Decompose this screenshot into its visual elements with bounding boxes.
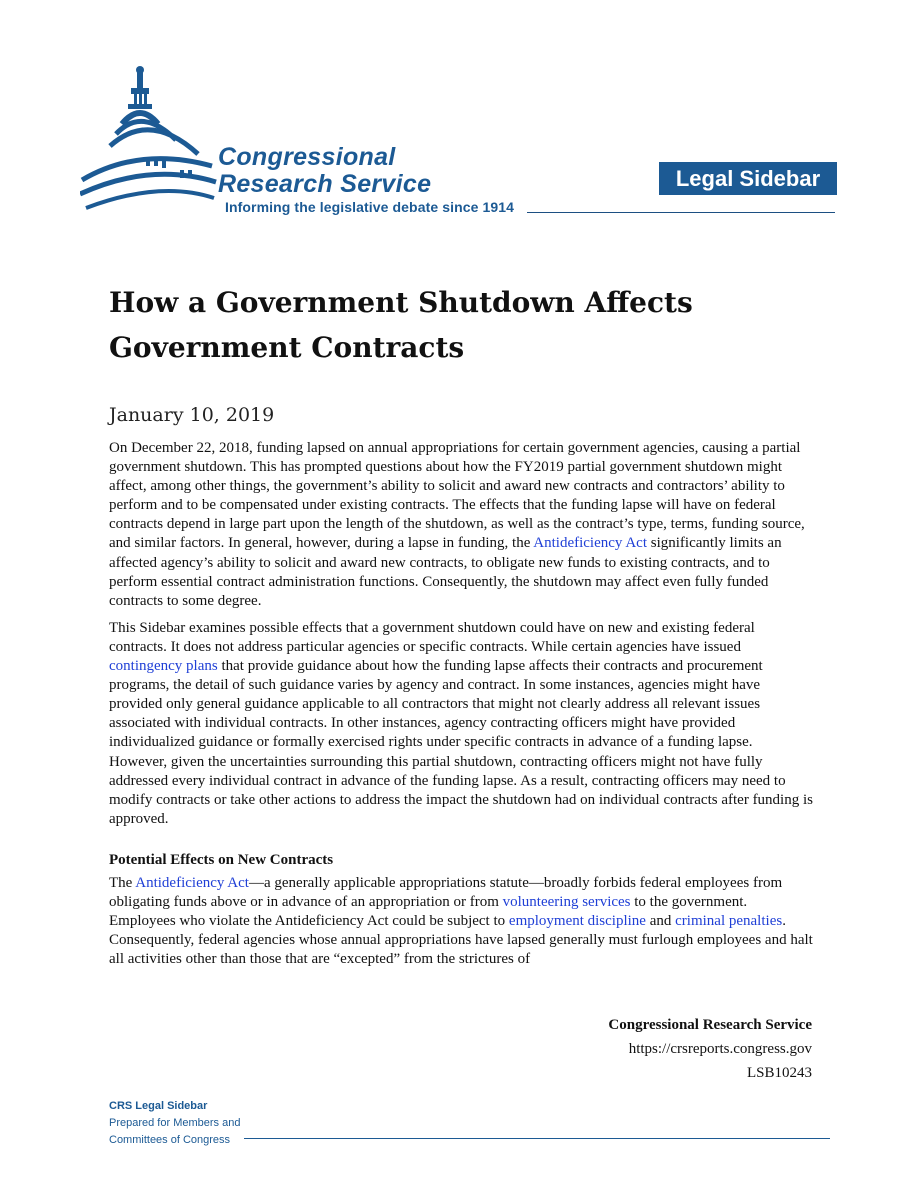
- crs-logo-line2: Research Service: [218, 170, 432, 198]
- document-title: [109, 280, 829, 370]
- footer-divider: [244, 1138, 830, 1139]
- link-criminal-penalties[interactable]: criminal penalties: [675, 913, 783, 930]
- header-divider: [527, 212, 835, 213]
- footer-publisher-block: [608, 1013, 812, 1085]
- crs-logo-line1: Congressional: [218, 143, 396, 171]
- footer-report-id: LSB10243: [746, 1065, 812, 1081]
- link-employment-discipline[interactable]: employment discipline: [508, 913, 646, 930]
- section-heading: Potential Effects on New Contracts: [109, 851, 334, 868]
- footer-left-line1: Prepared for Members and: [109, 1117, 241, 1129]
- footer-left-title: CRS Legal Sidebar: [109, 1100, 208, 1112]
- title-line-2: Government Contracts: [109, 331, 465, 364]
- link-contingency-plans[interactable]: contingency plans: [109, 658, 218, 675]
- footer-url[interactable]: https://crsreports.congress.gov: [628, 1041, 812, 1057]
- link-antideficiency-act[interactable]: Antideficiency Act: [533, 535, 647, 552]
- paragraph-1: On December 22, 2018, funding lapsed on annual appropriations for certain government agencies, causing a partial government shutdown. This has prompted questions about how the FY2019 partial government shutdown might affect, among other things, the government’s ability to solicit and award new contracts and contractors’ ability to perform and to be compensated under existing contracts. The effects that the funding lapse will have on federal contracts depend in large part upon the length of the shutdown, as well as the contract’s type, terms, funding source, and similar factors. In general, however, during a lapse in funding, the Antideficiency Act significantly limits an affected agency’s ability to solicit and award new contracts, to obligate new funds to existing contracts, and to perform essential contract administration functions. Consequently, the shutdown may affect even fully funded contracts to some degree.: [109, 440, 805, 609]
- footer-sidebar-label: [109, 1098, 240, 1149]
- link-volunteering-services[interactable]: volunteering services: [502, 893, 631, 910]
- paragraph-2: This Sidebar examines possible effects that a government shutdown could have on new and existing federal contracts. It does not address particular agencies or specific contracts. While certain agencies have issued contingency plans that provide guidance about how the funding lapse affects their contracts and procurement programs, the detail of such guidance varies by agency and contract. In some instances, agencies might have provided only general guidance applicable to all contractors that might not clearly address all relevant issues associated with individual contracts. In other instances, agency contracting officers might have provided individualized guidance or formally exercised rights under specific contracts in advance of a funding lapse. However, given the uncertainties surrounding this partial shutdown, contracting officers might not have fully addressed every individual contract in advance of the funding lapse. As a result, contracting officers may need to modify contracts or take other actions to address the impact the shutdown had on individual contracts after funding is approved.: [109, 619, 813, 827]
- paragraph-3: The Antideficiency Act—a generally applicable appropriations statute—broadly forbids federal employees from obligating funds above or in advance of an appropriation or from volunteering services to the government. Employees who violate the Antideficiency Act could be subject to employment discipline and criminal penalties. Consequently, federal agencies whose annual appropriations have lapsed generally must furlough employees and halt all activities other than those that are “excepted” from the strictures of: [109, 874, 813, 968]
- crs-logo-wordmark: [218, 144, 431, 198]
- footer-org: Congressional Research Service: [608, 1017, 812, 1033]
- footer-left-line2: Committees of Congress: [109, 1134, 231, 1146]
- crs-capitol-logo: [80, 62, 540, 222]
- document-body: [109, 439, 814, 977]
- crs-tagline: Informing the legislative debate since 1914: [225, 199, 515, 215]
- title-line-1: How a Government Shutdown Affects: [109, 286, 693, 319]
- legal-sidebar-badge: Legal Sidebar: [659, 162, 837, 195]
- link-antideficiency-act-2[interactable]: Antideficiency Act: [135, 874, 249, 891]
- publication-date: January 10, 2019: [109, 404, 275, 426]
